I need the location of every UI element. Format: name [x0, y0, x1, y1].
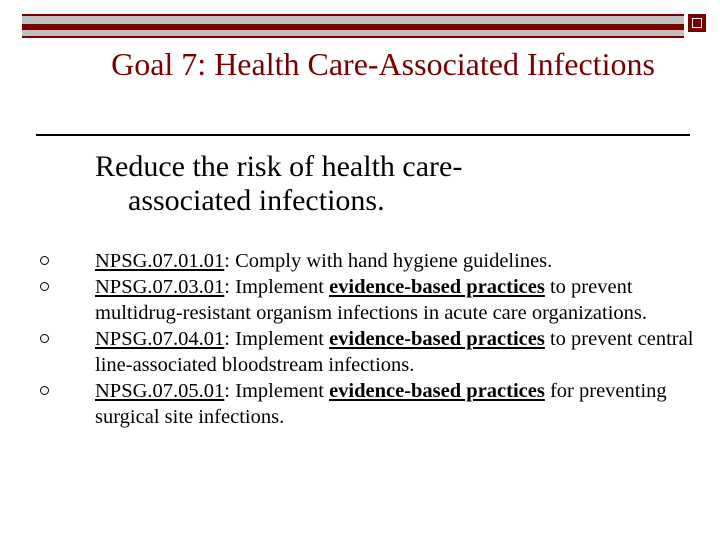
corner-square-icon [688, 14, 706, 32]
bullet-text-rest: for preventing surgical site infections. [95, 380, 667, 428]
emphasized-text: evidence-based practices [329, 380, 545, 402]
corner-square-inner [692, 18, 702, 28]
bullet-item [40, 378, 700, 430]
bullet-list [40, 248, 700, 430]
top-bar-stripe [22, 24, 684, 30]
subtitle-line-2: associated infections. [128, 184, 385, 217]
bullet-text: Implement [235, 328, 330, 350]
decorative-top-bar [22, 14, 684, 38]
bullet-item [40, 274, 700, 326]
emphasized-text: evidence-based practices [329, 328, 545, 350]
bullet-text: Comply with hand hygiene guidelines. [235, 250, 553, 272]
code-separator: : [224, 276, 236, 298]
bullet-text: Implement [235, 276, 330, 298]
bullet-text: Implement [235, 380, 330, 402]
bullet-text-rest: to prevent central line-associated bloodstream infections. [95, 328, 694, 376]
goal-code: NPSG.07.04.01 [95, 328, 225, 350]
code-separator: : [224, 380, 236, 402]
code-separator: : [224, 250, 236, 272]
bullet-text-rest: to prevent multidrug-resistant organism infections in acute care organizations. [95, 276, 648, 324]
title-divider [36, 134, 690, 136]
bullet-item [40, 326, 700, 378]
code-separator: : [224, 328, 236, 350]
bullet-item [40, 248, 700, 274]
goal-code: NPSG.07.05.01 [95, 380, 225, 402]
hollow-circle-icon [40, 282, 49, 291]
goal-code: NPSG.07.01.01 [95, 250, 225, 272]
subtitle-line-1: Reduce the risk of health care- [95, 150, 463, 183]
slide-title: Goal 7: Health Care-Associated Infections [111, 46, 655, 82]
hollow-circle-icon [40, 334, 49, 343]
emphasized-text: evidence-based practices [329, 276, 545, 298]
hollow-circle-icon [40, 386, 49, 395]
goal-code: NPSG.07.03.01 [95, 276, 225, 298]
slide-subtitle [95, 150, 655, 218]
hollow-circle-icon [40, 256, 49, 265]
